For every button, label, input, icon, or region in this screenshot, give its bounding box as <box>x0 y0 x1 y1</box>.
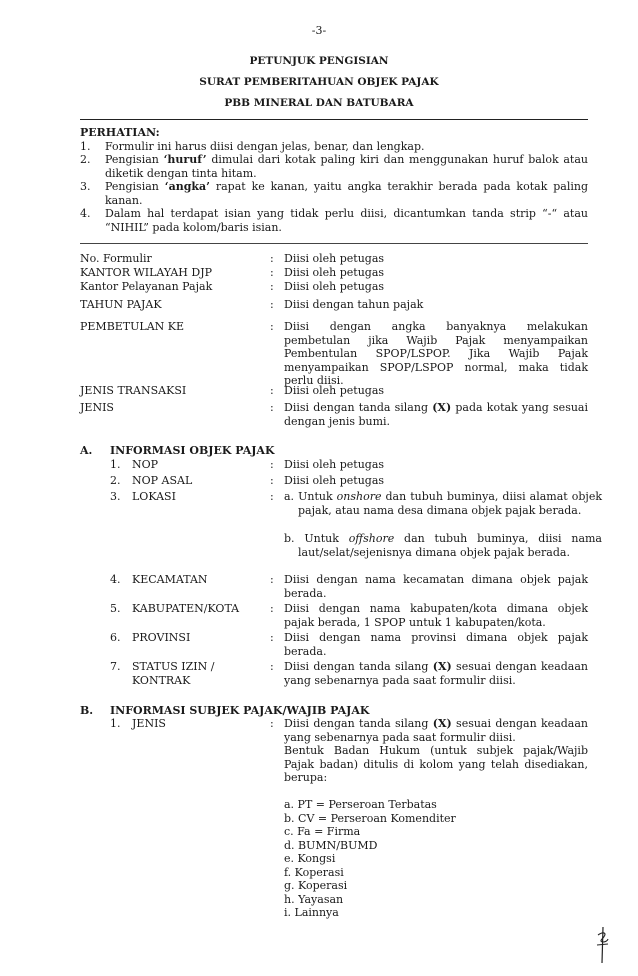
item-value: Diisi dengan nama kabupaten/kota dimana objek pajak berada, 1 SPOP untuk 1 kabupaten/kota. <box>284 602 588 629</box>
value-text: Diisi dengan tanda silang <box>284 401 433 414</box>
item-name: NOP <box>132 458 159 471</box>
doc-title-line-1: PETUNJUK PENGISIAN <box>249 55 389 67</box>
row-value: Diisi oleh petugas <box>284 280 385 293</box>
row-value: Diisi oleh petugas <box>284 252 385 265</box>
note-text: Pengisian <box>105 180 165 193</box>
item-number: 5. <box>110 602 121 615</box>
item-value: Diisi dengan nama provinsi dimana objek pajak berada. <box>284 631 588 658</box>
note-bold: ‘huruf’ <box>163 153 207 166</box>
note-number: 1. <box>80 139 91 153</box>
note-bold: ‘angka’ <box>164 180 210 193</box>
row-label: KANTOR WILAYAH DJP <box>80 266 212 279</box>
row-label: TAHUN PAJAK <box>80 298 162 311</box>
row-value: Diisi dengan angka banyaknya melakukan pembetulan jika Wajib Pajak menyampaikan Pembentulan SPOP/LSPOP. Jika Wajib Pajak menyampaikan SPOP/LSPOP normal, maka tidak perlu diisi. <box>284 320 588 387</box>
note-text: rapat ke kanan, yaitu angka terakhir berada pada kotak paling kanan. <box>105 180 588 207</box>
note-text: dimulai dari kotak paling kiri dan menggunakan huruf balok atau diketik dengan tinta hitam. <box>105 153 588 180</box>
doc-title-line-3: PBB MINERAL DAN BATUBARA <box>224 97 414 109</box>
item-number: 7. <box>110 660 121 673</box>
item-number: 4. <box>110 573 121 586</box>
row-value: Diisi oleh petugas <box>284 384 385 397</box>
row-value <box>284 401 588 428</box>
colon: : <box>270 602 274 615</box>
colon: : <box>270 320 274 333</box>
list-item: g. Koperasi <box>284 879 348 892</box>
colon: : <box>270 631 274 644</box>
item-value <box>284 717 588 744</box>
item-name: STATUS IZIN / <box>132 660 215 673</box>
colon: : <box>270 266 274 279</box>
divider <box>80 119 588 120</box>
list-item: i. Lainnya <box>284 906 339 919</box>
colon: : <box>270 252 274 265</box>
item-value: Diisi dengan nama kecamatan dimana objek pajak berada. <box>284 573 588 600</box>
item-number: 1. <box>110 458 121 471</box>
colon: : <box>270 298 274 311</box>
value-text: a. Untuk <box>284 490 337 503</box>
row-value: Diisi oleh petugas <box>284 266 385 279</box>
item-value: Bentuk Badan Hukum (untuk subjek pajak/Wajib Pajak badan) ditulis di kolom yang telah disediakan, berupa: <box>284 744 588 784</box>
value-text: Diisi dengan tanda silang <box>284 660 433 673</box>
page-number: -3- <box>311 24 327 37</box>
item-name: PROVINSI <box>132 631 191 644</box>
list-item: c. Fa = Firma <box>284 825 361 838</box>
colon: : <box>270 401 274 414</box>
note-text: Pengisian <box>105 153 164 166</box>
list-item: f. Koperasi <box>284 865 344 879</box>
row-label: Kantor Pelayanan Pajak <box>80 280 213 293</box>
colon: : <box>270 490 274 503</box>
note-text: Dalam hal terdapat isian yang tidak perlu diisi, dicantumkan tanda strip “-“ atau “NIHIL” pada kolom/baris isian. <box>105 207 588 234</box>
item-name: KABUPATEN/KOTA <box>132 602 240 615</box>
value-italic: onshore <box>336 490 382 503</box>
row-value: Diisi dengan tahun pajak <box>284 298 424 311</box>
item-number: 1. <box>110 717 121 730</box>
item-name: JENIS <box>132 717 166 730</box>
item-number: 3. <box>110 490 121 503</box>
list-item: b. CV = Perseroan Komenditer <box>284 811 456 825</box>
perhatian-heading: PERHATIAN: <box>80 126 160 139</box>
paraf-signature-icon <box>594 925 612 965</box>
divider <box>80 243 588 244</box>
value-bold: (X) <box>432 401 452 414</box>
row-label: JENIS TRANSAKSI <box>80 384 187 397</box>
colon: : <box>270 458 274 471</box>
section-letter: B. <box>80 704 94 717</box>
row-label: PEMBETULAN KE <box>80 320 185 333</box>
note-number: 4. <box>80 207 91 220</box>
value-text: dan tubuh buminya, diisi nama laut/selat/sejenisnya dimana objek pajak berada. <box>298 532 602 559</box>
note-item <box>80 180 588 207</box>
list-item: d. BUMN/BUMD <box>284 838 378 852</box>
list-item: e. Kongsi <box>284 852 336 865</box>
value-text: b. Untuk <box>284 532 349 545</box>
colon: : <box>270 474 274 487</box>
section-heading: INFORMASI OBJEK PAJAK <box>110 444 275 457</box>
value-text: sesuai dengan keadaan yang sebenarnya pada saat formulir diisi. <box>284 660 588 687</box>
item-name: KONTRAK <box>132 674 191 687</box>
colon: : <box>270 280 274 293</box>
item-name: LOKASI <box>132 490 176 503</box>
item-value: Diisi oleh petugas <box>284 458 385 471</box>
note-item <box>80 140 588 154</box>
value-text: dan tubuh buminya, diisi alamat objek pajak, atau nama desa dimana objek pajak berada. <box>298 490 602 517</box>
item-value <box>284 660 588 687</box>
value-bold: (X) <box>432 660 452 673</box>
value-text: sesuai dengan keadaan yang sebenarnya pada saat formulir diisi. <box>284 717 588 744</box>
item-number: 2. <box>110 474 121 487</box>
list-item: a. PT = Perseroan Terbatas <box>284 798 437 811</box>
note-number: 3. <box>80 180 91 193</box>
note-text: Formulir ini harus diisi dengan jelas, benar, dan lengkap. <box>105 139 425 153</box>
perhatian-notes <box>80 126 588 234</box>
row-label: JENIS <box>80 401 114 414</box>
section-letter: A. <box>80 444 93 457</box>
item-name: NOP ASAL <box>132 474 193 487</box>
colon: : <box>270 384 274 397</box>
value-bold: (X) <box>432 717 452 730</box>
value-text: Diisi dengan tanda silang <box>284 717 433 730</box>
value-text: pada kotak yang sesuai dengan jenis bumi. <box>284 401 588 428</box>
note-number: 2. <box>80 153 91 166</box>
doc-title-line-2: SURAT PEMBERITAHUAN OBJEK PAJAK <box>199 76 439 88</box>
colon: : <box>270 573 274 586</box>
row-label: No. Formulir <box>80 252 152 265</box>
badan-hukum-list <box>284 798 588 920</box>
colon: : <box>270 660 274 673</box>
value-italic: offshore <box>348 532 395 545</box>
item-value: Diisi oleh petugas <box>284 474 385 487</box>
list-item: h. Yayasan <box>284 892 344 906</box>
section-heading: INFORMASI SUBJEK PAJAK/WAJIB PAJAK <box>110 704 370 717</box>
item-value <box>284 490 602 517</box>
item-number: 6. <box>110 631 121 644</box>
note-item <box>80 207 588 234</box>
item-name: KECAMATAN <box>132 573 208 586</box>
note-item <box>80 153 588 180</box>
colon: : <box>270 717 274 730</box>
item-value <box>284 532 602 559</box>
